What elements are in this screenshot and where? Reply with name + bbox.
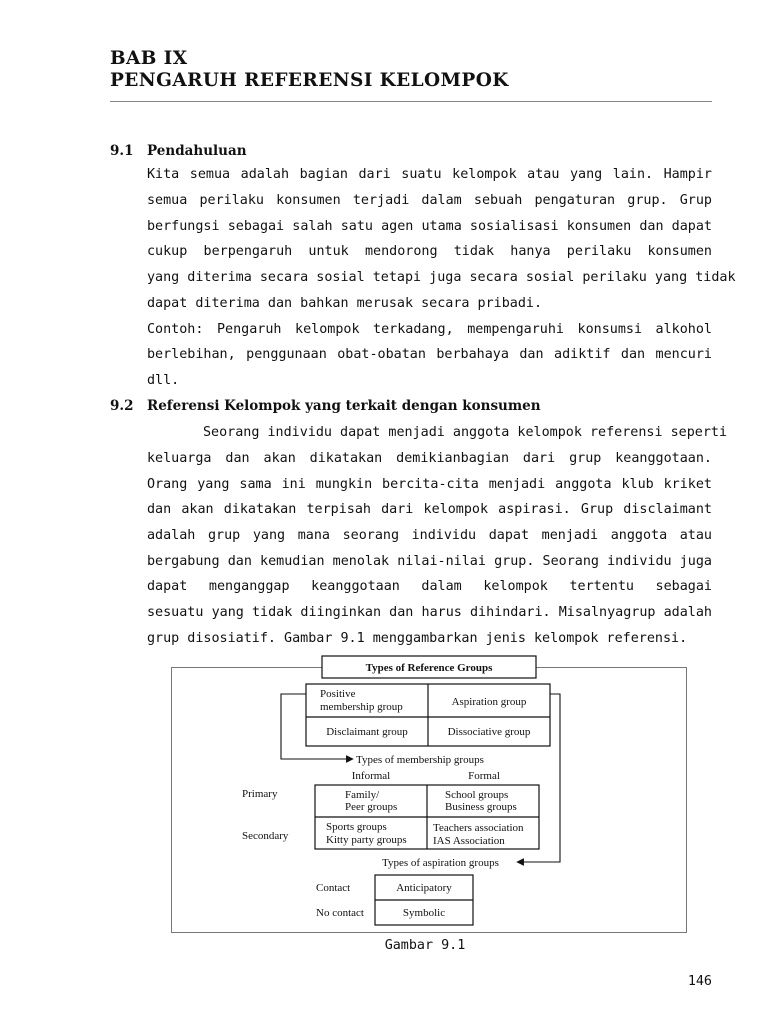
family-cell: Family/: [345, 789, 380, 801]
paragraph-line: semua perilaku konsumen terjadi dalam sebuah pengaturan grup. Grup: [147, 193, 712, 208]
sports-cell: Sports groups: [326, 821, 387, 833]
paragraph-line: Kita semua adalah bagian dari suatu kelompok atau yang lain. Hampir: [147, 167, 712, 182]
paragraph-line: yang diterima secara sosial tetapi juga secara sosial perilaku yang tidak: [147, 270, 736, 285]
primary-row-label: Primary: [242, 788, 278, 800]
disclaimant-group-label: Disclaimant group: [326, 726, 408, 738]
formal-column-label: Formal: [468, 770, 500, 782]
family-cell: Peer groups: [345, 801, 398, 813]
figure-title: Types of Reference Groups: [365, 662, 493, 674]
school-cell: Business groups: [445, 801, 517, 813]
paragraph-line: dan akan dikatakan terpisah dari kelompok aspirasi. Grup disclaimant: [147, 502, 712, 517]
page-number: 146: [687, 974, 712, 989]
paragraph-line: dll.: [147, 373, 180, 388]
paragraph-line: Seorang individu dapat menjadi anggota kelompok referensi seperti: [203, 425, 728, 440]
chapter-number: BAB IX: [110, 48, 188, 69]
teachers-cell: IAS Association: [433, 835, 505, 847]
nocontact-row-label: No contact: [316, 907, 364, 919]
positive-membership-label: membership group: [320, 701, 403, 713]
section-title: Referensi Kelompok yang terkait dengan konsumen: [147, 398, 541, 414]
paragraph-line: adalah grup yang mana seorang individu dapat menjadi anggota atau: [147, 528, 712, 543]
paragraph-line: dapat menganggap keanggotaan dalam kelompok tertentu sebagai: [147, 579, 712, 594]
teachers-cell: Teachers association: [433, 822, 524, 834]
aspiration-group-label: Aspiration group: [451, 696, 527, 708]
school-cell: School groups: [445, 789, 509, 801]
informal-column-label: Informal: [351, 770, 391, 782]
paragraph-line: bergabung dan kemudian menolak nilai-nilai grup. Seorang individu juga: [147, 554, 712, 569]
section-number: 9.1: [110, 143, 134, 159]
paragraph-line: grup disosiatif. Gambar 9.1 menggambarkan jenis kelompok referensi.: [147, 631, 688, 646]
dissociative-group-label: Dissociative group: [447, 726, 531, 738]
paragraph-line: berfungsi sebagai salah satu agen utama sosialisasi konsumen dan dapat: [147, 219, 712, 234]
paragraph-line: Contoh: Pengaruh kelompok terkadang, mempengaruhi konsumsi alkohol: [147, 322, 712, 337]
section-title: Pendahuluan: [147, 143, 247, 159]
anticipatory-cell: Anticipatory: [396, 882, 452, 894]
aspiration-types-label: Types of aspiration groups: [382, 857, 499, 869]
contact-row-label: Contact: [316, 882, 351, 894]
symbolic-cell: Symbolic: [402, 907, 446, 919]
paragraph-line: cukup berpengaruh untuk mendorong tidak hanya perilaku konsumen: [147, 244, 712, 259]
chapter-title: PENGARUH REFERENSI KELOMPOK: [110, 70, 509, 91]
paragraph-line: berlebihan, penggunaan obat-obatan berbahaya dan adiktif dan mencuri: [147, 347, 712, 362]
figure-caption: Gambar 9.1: [384, 938, 466, 953]
sports-cell: Kitty party groups: [326, 834, 407, 846]
paragraph-line: Orang yang sama ini mungkin bercita-cita menjadi anggota klub kriket: [147, 477, 712, 492]
positive-membership-label: Positive: [320, 688, 356, 700]
paragraph-line: keluarga dan akan dikatakan demikianbagian dari grup keanggotaan.: [147, 451, 712, 466]
membership-types-label: Types of membership groups: [356, 754, 484, 766]
paragraph-line: dapat diterima dan bahkan merusak secara pribadi.: [147, 296, 543, 311]
paragraph-line: sesuatu yang tidak diinginkan dan harus dihindari. Misalnyagrup adalah: [147, 605, 712, 620]
section-number: 9.2: [110, 398, 134, 414]
secondary-row-label: Secondary: [242, 830, 289, 842]
